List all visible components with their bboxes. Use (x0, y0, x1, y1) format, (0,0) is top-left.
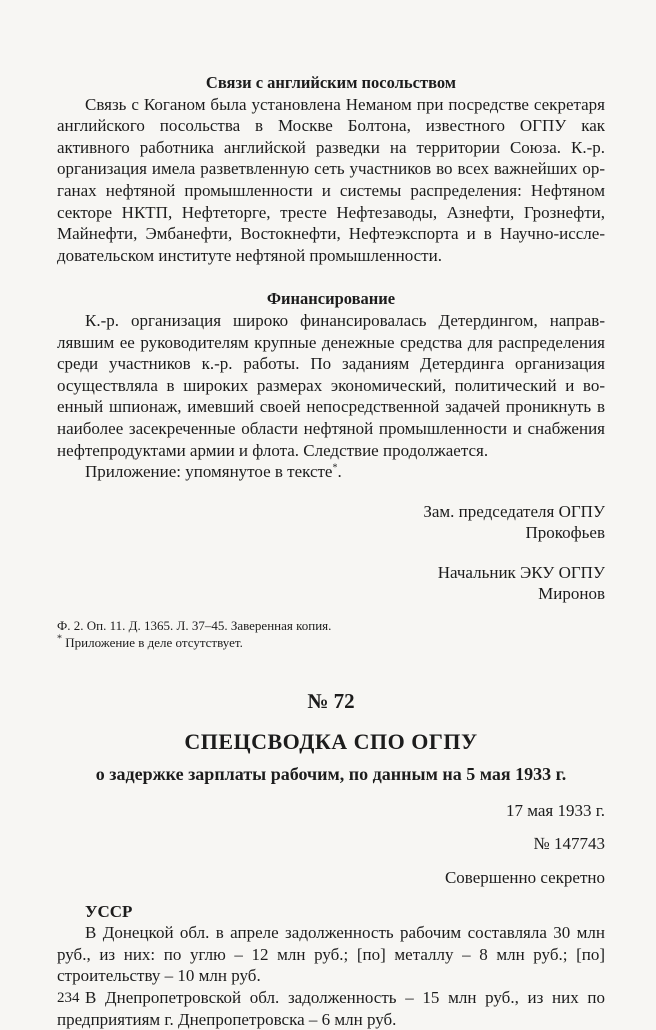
signatory-1-title: Зам. председателя ОГПУ (423, 501, 605, 521)
paragraph-embassy-links: Связь с Коганом была установлена Неманом при посредстве секретаря английского посольства в Москве Болтона, известного ОГПУ как активного работника английской разведки на территории Союза. К.-р. организация имела разветвленную сеть участников во всех важнейших органах нефтяной промышленности и системы распределения: Нефтяном секторе НКТП, Нефтеторге, тресте Нефтезаводы, Азнефти, Грознефти, Майнефти, Эмбанефти, Востокнефти, Нефтеэкспорта и в Научно-исследовательском институте нефтяной промышленности. (57, 94, 605, 265)
document-page (57, 72, 605, 1030)
archive-reference: Ф. 2. Оп. 11. Д. 1365. Л. 37–45. Заверенная копия. (57, 618, 332, 634)
document-number: № 72 (307, 689, 355, 714)
registration-number: № 147743 (533, 834, 605, 854)
paragraph-financing: К.-р. организация широко финансировалась Детердингом, направлявшим ее руководителям крупные денежные средства для распределения среди участников к.-р. работы. По заданиям Детердинга организация осуществляла в широких размерах экономический, политический и военный шпионаж, имевший своей непосредственной задачей проникнуть в наиболее засекреченные области нефтяной промышленности и снабжения нефтепродуктами армии и флота. Следствие продолжается. (57, 310, 605, 460)
signatory-2-name: Миронов (538, 584, 605, 604)
footnotes (57, 617, 605, 651)
appendix-line: Приложение: упомянутое в тексте*. (85, 462, 342, 482)
document-date: 17 мая 1933 г. (505, 800, 605, 820)
appendix-text: Приложение: упомянутое в тексте (85, 462, 333, 482)
signatory-1-name: Прокофьев (525, 523, 605, 543)
signatory-2-title: Начальник ЭКУ ОГПУ (437, 562, 605, 582)
paragraph-donetsk: В Донецкой обл. в апреле задолженность рабочим составляла 30 млн руб., из них: по углю – 12 млн руб.; [по] металлу – 8 млн руб.; [по] строительству – 10 млн руб. (57, 923, 605, 986)
appendix-footnote-mark: * (332, 462, 338, 474)
section-heading-financing: Финансирование (266, 289, 396, 309)
signature-block-1 (57, 501, 605, 544)
section-heading-embassy: Связи с английским посольством (205, 73, 457, 92)
document-subtitle: о задержке зарплаты рабочим, по данным на 5 мая 1933 г. (95, 764, 567, 785)
classification-label: Совершенно секретно (444, 868, 605, 888)
region-heading: УССР (85, 901, 133, 921)
footnote-text: Приложение в деле отсутствует. (62, 635, 243, 651)
page-number: 234 (57, 990, 80, 1006)
document-title: СПЕЦСВОДКА СПО ОГПУ (184, 728, 478, 754)
signature-block-2 (57, 562, 605, 605)
footnote-appendix (57, 634, 605, 651)
footnote-mark: * (57, 633, 62, 645)
paragraph-dnepropetrovsk: В Днепропетровской обл. задолженность – 15 млн руб., из них по предприятиям г. Днепропетровска – 6 млн руб. (57, 988, 605, 1029)
